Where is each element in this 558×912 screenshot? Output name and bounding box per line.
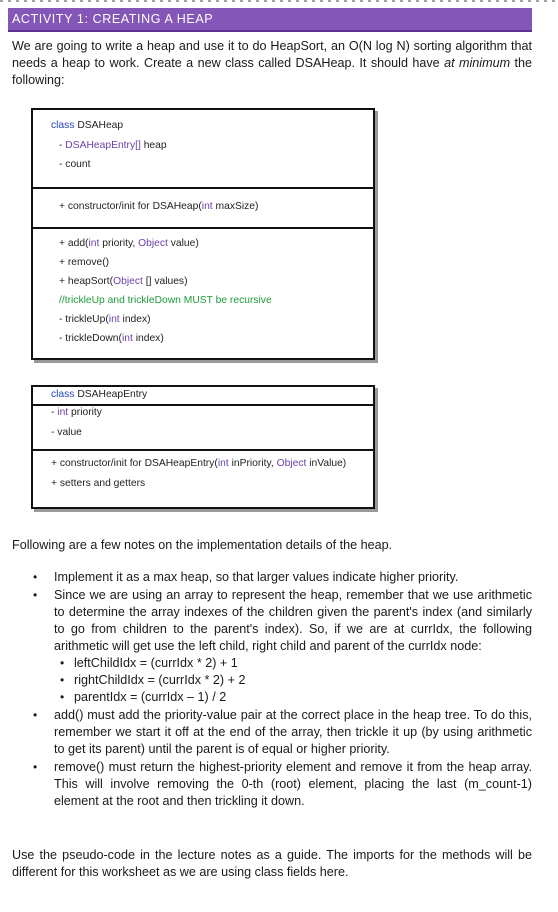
list-item: • parentIdx = (currIdx – 1) / 2 — [54, 689, 532, 706]
dsaheap-method-heapsort: + heapSort(Object [] values) — [59, 276, 188, 287]
list-item: • rightChildIdx = (currIdx * 2) + 2 — [54, 672, 532, 689]
dsaheapentry-field-value: - value — [51, 427, 82, 438]
activity-heading: ACTIVITY 1: CREATING A HEAP — [12, 12, 214, 26]
list-item: • leftChildIdx = (currIdx * 2) + 1 — [54, 655, 532, 672]
index-formulas-list — [54, 655, 532, 706]
implementation-notes-list — [12, 569, 532, 811]
dsaheapentry-methods-section — [33, 449, 373, 505]
list-item: • Since we are using an array to represent the heap, remember that we use arithmetic to determine the array indexes of the children given the parent's index (and similarly to go from children to the parent's index). So, if we are at currIdx, the following arithmetic will get use the left child, right child and parent of the currIdx node: • leftChildIdx = (currIdx * 2) + 1 • rightChildIdx = (currIdx * 2) + 2 • parentIdx = (currIdx – 1) / 2 — [12, 587, 532, 706]
dsaheap-method-add: + add(int priority, Object value) — [59, 238, 199, 249]
dsaheap-recursion-comment: //trickleUp and trickleDown MUST be recursive — [59, 295, 272, 306]
dsaheap-method-trickleup: - trickleUp(int index) — [59, 314, 151, 325]
cropped-previous-line — [0, 0, 558, 4]
dsaheapentry-class-box — [31, 385, 375, 509]
notes-intro: Following are a few notes on the implementation details of the heap. — [12, 538, 393, 552]
dsaheapentry-field-priority: - int priority — [51, 407, 102, 418]
list-item: • Implement it as a max heap, so that larger values indicate higher priority. — [12, 569, 532, 586]
dsaheap-field-heap: - DSAHeapEntry[] heap — [59, 140, 167, 151]
dsaheapentry-header-section — [33, 387, 373, 404]
dsaheap-ctor-section — [33, 187, 373, 227]
dsaheap-constructor: + constructor/init for DSAHeap(int maxSize) — [59, 201, 259, 212]
list-item: • remove() must return the highest-priority element and remove it from the heap array. This will involve removing the 0-th (root) element, placing the last (m_count-1) element at the root and then trickling it down. — [12, 759, 532, 810]
activity-heading-bar — [8, 8, 532, 32]
list-item: • add() must add the priority-value pair at the correct place in the heap tree. To do this, remember we start it off at the end of the array, then trickle it up (by using arithmetic to get its parent) until the parent is of equal or higher priority. — [12, 707, 532, 758]
dsaheapentry-accessors: + setters and getters — [51, 478, 146, 489]
intro-paragraph: We are going to write a heap and use it to do HeapSort, an O(N log N) sorting algorithm that needs a heap to work. Create a new class called DSAHeap. It should have at minimum the following: — [12, 39, 532, 87]
dsaheap-method-trickledown: - trickleDown(int index) — [59, 333, 164, 344]
dsaheapentry-constructor: + constructor/init for DSAHeapEntry(int inPriority, Object inValue) — [51, 458, 347, 469]
dsaheap-field-count: - count — [59, 159, 91, 170]
dsaheap-method-remove: + remove() — [59, 257, 110, 268]
dsaheapentry-class-header: class DSAHeapEntry — [51, 389, 148, 400]
dsaheap-fields-section — [33, 110, 373, 187]
dsaheap-methods-section — [33, 227, 373, 356]
dsaheapentry-fields-section — [33, 404, 373, 449]
closing-paragraph: Use the pseudo-code in the lecture notes as a guide. The imports for the methods will be different for this worksheet as we are using class fields here. — [12, 848, 532, 879]
dsaheap-class-header: class DSAHeap — [51, 120, 124, 131]
dsaheap-class-box — [31, 108, 375, 360]
